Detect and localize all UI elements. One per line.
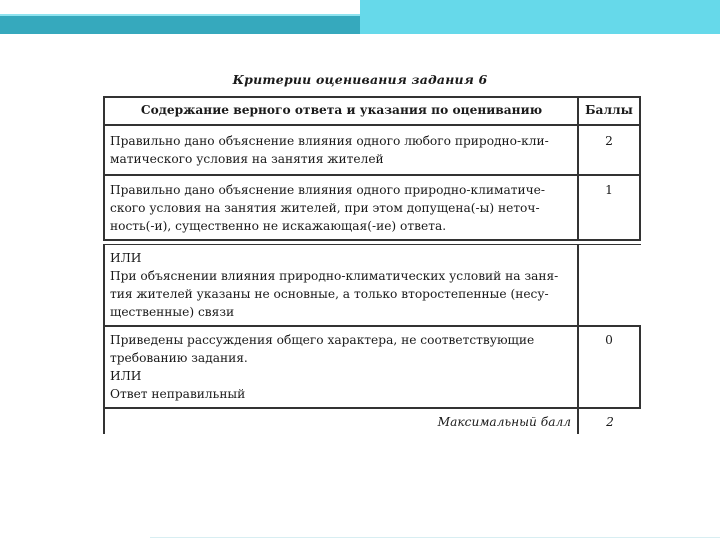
header-points: Баллы (577, 98, 641, 124)
text-line: Приведены рассуждения общего характера, не соответствующие (110, 333, 535, 347)
max-score-row (103, 409, 641, 434)
table-header-row (103, 96, 641, 126)
criterion-points: 0 (577, 327, 641, 407)
footer-line (150, 537, 720, 538)
text-line: ность(-и), существенно не искажающая(-ие) ответа. (110, 219, 447, 233)
page-title: Критерии оценивания задания 6 (232, 72, 488, 87)
criterion-text (103, 176, 577, 239)
text-line: Правильно дано объяснение влияния одного любого природно-кли- (110, 134, 549, 148)
max-score-value: 2 (577, 409, 641, 434)
text-line: щественные) связи (110, 305, 235, 319)
text-line: ского условия на занятия жителей, при этом допущена(-ы) неточ- (110, 201, 540, 215)
text-line: тия жителей указаны не основные, а только второстепенные (несу- (110, 287, 549, 301)
table-row (103, 126, 641, 176)
header-content: Содержание верного ответа и указания по оцениванию (103, 98, 577, 124)
text-line: Ответ неправильный (110, 387, 246, 401)
header-bar-light (360, 0, 720, 34)
criterion-text (103, 327, 577, 407)
header-bar-dark (0, 16, 360, 34)
criteria-table (103, 96, 641, 434)
criterion-points: 2 (577, 126, 641, 174)
text-line: требованию задания. (110, 351, 248, 365)
criterion-points: 1 (577, 176, 641, 239)
criterion-points (577, 245, 641, 325)
text-line: Правильно дано объяснение влияния одного природно-климатиче- (110, 183, 545, 197)
text-line: ИЛИ (110, 369, 142, 383)
max-score-label: Максимальный балл (103, 409, 577, 434)
criterion-text (103, 245, 577, 325)
text-line: ИЛИ (110, 251, 142, 265)
text-line: При объяснении влияния природно-климатических условий на заня- (110, 269, 559, 283)
criterion-text (103, 126, 577, 174)
table-row (103, 245, 641, 325)
table-row (103, 325, 641, 409)
text-line: матического условия на занятия жителей (110, 152, 384, 166)
table-row (103, 176, 641, 241)
